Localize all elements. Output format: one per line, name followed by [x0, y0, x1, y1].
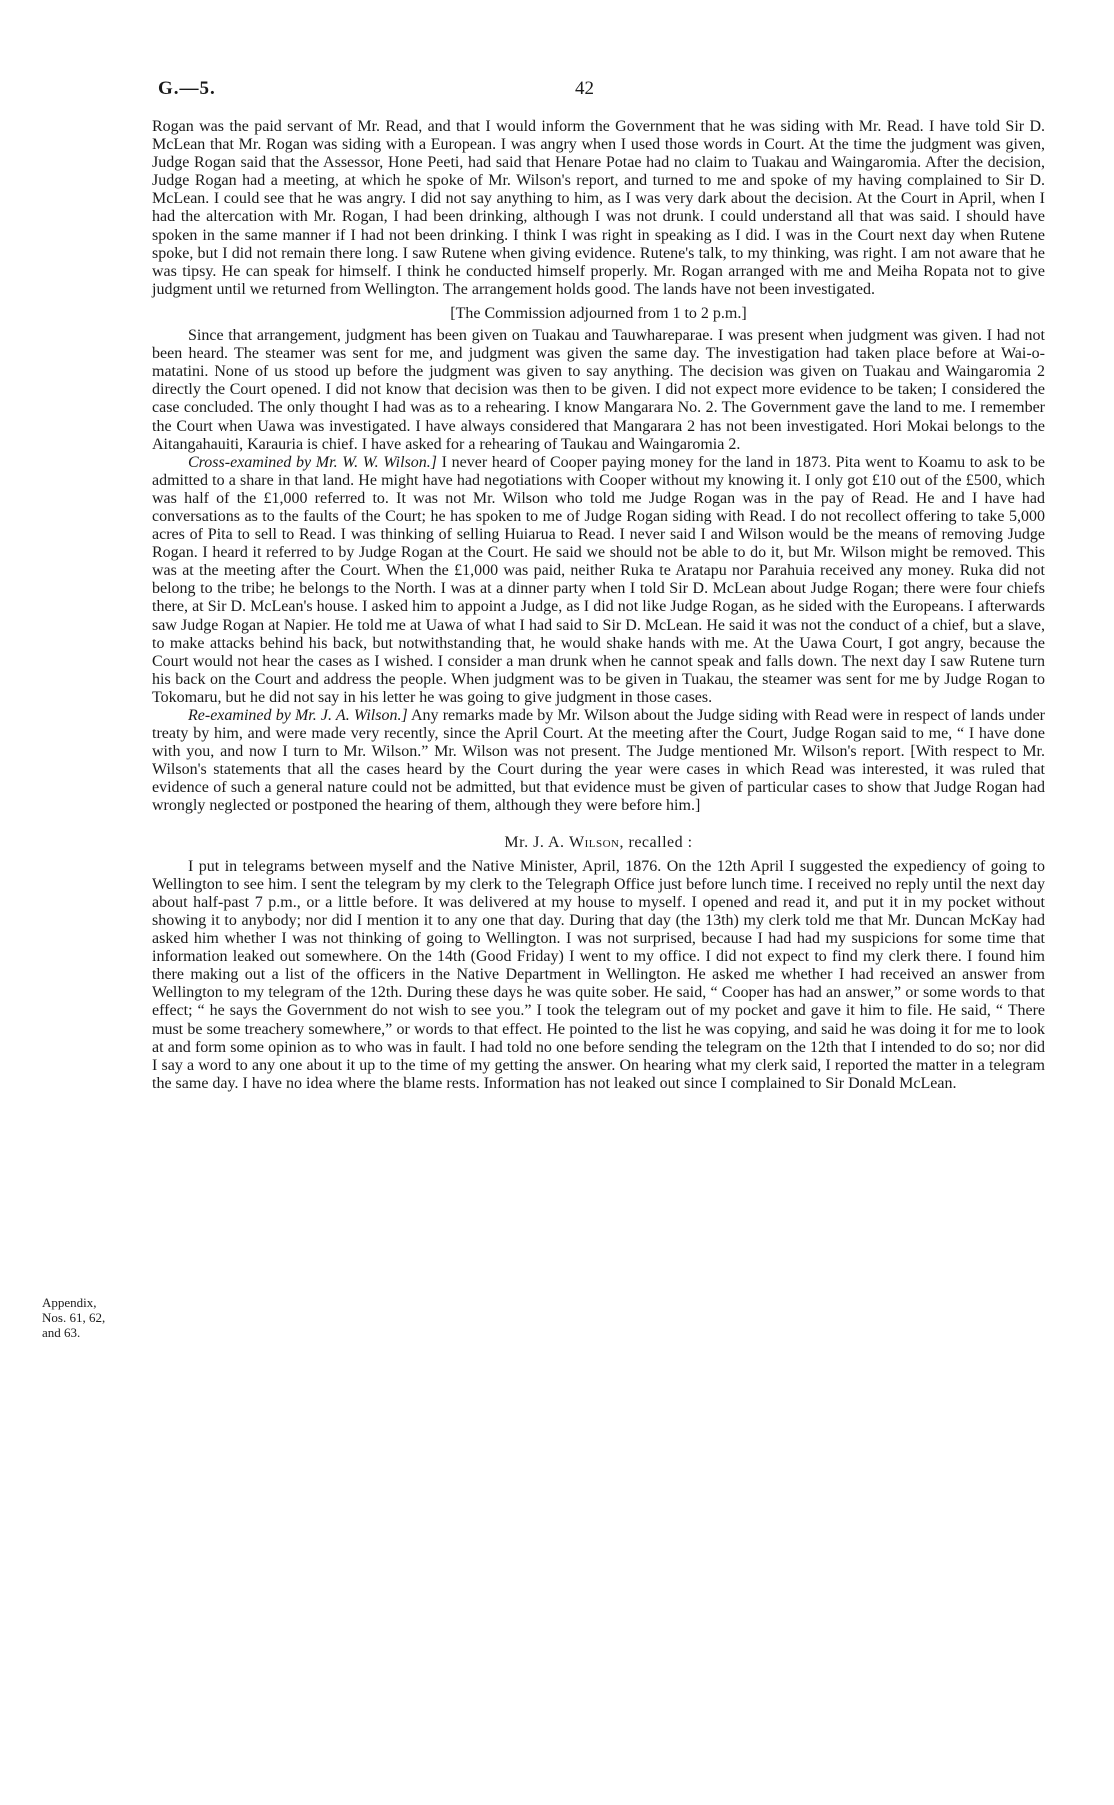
- paragraph-4-text: Any remarks made by Mr. Wilson about the Judge siding with Read were in respect of lands under treaty by him, and were made very recently, since the April Court. At the meeting after the Court, Judge Rogan said to me, “ I have done with you, and now I turn to Mr. Wilson.” Mr. Wilson was not present. The Judge mentioned Mr. Wilson's report. [With respect to Mr. Wilson's statements that all the cases heard by the Court during the year were cases in which Read was interested, it was ruled that evidence of such a general nature could not be admitted, but that evidence must be given of particular cases to show that Judge Rogan had wrongly neglected or postponed the hearing of them, although they were before him.]: [152, 707, 1046, 815]
- paragraph-3: [152, 454, 1045, 707]
- page-header: [0, 78, 1114, 104]
- margin-note-line-2: Nos. 61, 62,: [42, 1310, 106, 1325]
- margin-note: [42, 1295, 137, 1340]
- re-examination-lead: Re-examined by Mr. J. A. Wilson.]: [188, 707, 408, 724]
- body-text: [152, 118, 1045, 1093]
- paragraph-5: I put in telegrams between myself and the Native Minister, April, 1876. On the 12th April I suggested the expediency of going to Wellington to see him. I sent the telegram by my clerk to the Telegraph Office just before lunch time. I received no reply until the next day about half-past 7 p.m., or a little before. It was delivered at my house to myself. I opened and read it, and put it in my pocket without showing it to anybody; nor did I mention it to any one that day. During that day (the 13th) my clerk told me that Mr. Duncan McKay had asked him whether I was not thinking of going to Wellington. I was not surprised, because I had had my suspicions for some time that information leaked out somewhere. On the 14th (Good Friday) I went to my office. I did not expect to find my clerk there. I found him there making out a list of the officers in the Native Department in Wellington. He asked me whether I had received an answer from Wellington to my telegram of the 12th. During these days he was quite sober. He said, “ Cooper has had an answer,” or some words to that effect; “ he says the Government do not wish to see you.” I took the telegram out of my pocket and gave it him to file. He said, “ There must be some treachery somewhere,” or words to that effect. He pointed to the list he was copying, and said he was doing it for me to look at and form some opinion as to who was in fault. I had told no one before sending the telegram on the 12th that I intended to do so; nor did I say a word to any one about it up to the time of my getting the answer. On hearing what my clerk said, I reported the matter in a telegram the same day. I have no idea where the blame rests. Information has not leaked out since I complained to Sir Donald McLean.: [152, 857, 1045, 1092]
- margin-note-line-3: and 63.: [42, 1325, 81, 1340]
- page-number: 42: [575, 78, 594, 99]
- paragraph-1: Rogan was the paid servant of Mr. Read, and that I would inform the Government that he was siding with Mr. Read. I have told Sir D. McLean that Mr. Rogan was siding with a European. I was angry when I used those words in Court. At the time the judgment was given, Judge Rogan said that the Assessor, Hone Peeti, had said that Henare Potae had no claim to Tuakau and Waingaromia. After the decision, Judge Rogan had a meeting, at which he spoke of Mr. Wilson's report, and turned to me and spoke of my having complained to Sir D. McLean. I could see that he was angry. I did not say anything to him, as I was very dark about the decision. At the Court in April, when I had the altercation with Mr. Rogan, I had been drinking, although I was not drunk. I could understand all that was said. I should have spoken in the same manner if I had not been drinking. I think I was right in speaking as I did. I was in the Court next day when Rutene spoke, but I did not remain there long. I saw Rutene when giving evidence. Rutene's talk, to my thinking, was right. I am not aware that he was tipsy. He can speak for himself. I think he conducted himself properly. Mr. Rogan arranged with me and Meiha Ropata not to give judgment until we returned from Wellington. The arrangement holds good. The lands have not been investigated.: [152, 118, 1045, 298]
- paragraph-2: Since that arrangement, judgment has been given on Tuakau and Tauwhareparae. I was present when judgment was given. I had not been heard. The steamer was sent for me, and judgment was given the same day. The investigation had taken place before at Wai-o-matatini. None of us stood up before the judgment was given to say anything. The decision was given on Tuakau and Waingaromia 2 directly the Court opened. I did not know that decision was then to be given. I did not expect more evidence to be taken; I considered the case concluded. The only thought I had was as to a rehearing. I know Mangarara No. 2. The Government gave the land to me. I remember the Court when Uawa was investigated. I have always considered that Mangarara 2 has not been investigated. Hori Mokai belongs to the Aitangahauiti, Karauria is chief. I have asked for a rehearing of Taukau and Waingaromia 2.: [152, 327, 1045, 453]
- paragraph-3-text: I never heard of Cooper paying money for the land in 1873. Pita went to Koamu to ask to be admitted to a share in that land. He might have had negotiations with Cooper without my knowing it. I only got £10 out of the £500, which was half of the £1,000 referred to. It was not Mr. Wilson who told me Judge Rogan was in the pay of Read. He and I have had conversations as to the faults of the Court; he has spoken to me of Judge Rogan siding with Read. I do not recollect offering to take 5,000 acres of Pita to sell to Read. I was thinking of selling Huiarua to Read. I never said I and Wilson would be the means of removing Judge Rogan. I heard it referred to by Judge Rogan at the Court. He said we should not be able to do it, but Mr. Wilson might be removed. This was at the meeting after the Court. When the £1,000 was paid, neither Ruka te Aratapu nor Parahuia received any money. Ruka did not belong to the tribe; he belongs to the North. I was at a dinner party when I told Sir D. McLean about Judge Rogan; there were four chiefs there, at Sir D. McLean's house. I asked him to appoint a Judge, as I did not like Judge Rogan, as he sided with the Europeans. I afterwards saw Judge Rogan at Napier. He told me at Uawa of what I had said to Sir D. McLean. He said it was not the conduct of a chief, but a slave, to make attacks behind his back, but notwithstanding that, he would shake hands with me. At the Uawa Court, I got angry, because the Court would not hear the cases as I wished. I consider a man drunk when he cannot speak and falls down. The next day I saw Rutene turn his back on the Court and address the people. When judgment was to be given in Tuakau, the steamer was sent for me by Judge Rogan to Tokomaru, but he did not say in his letter he was going to give judgment in those cases.: [152, 453, 1045, 706]
- adjournment-note: [The Commission adjourned from 1 to 2 p.m.]: [450, 304, 747, 322]
- speaker-prefix: Mr. J. A.: [504, 833, 569, 851]
- cross-examination-lead: Cross-examined by Mr. W. W. Wilson.]: [188, 453, 438, 471]
- document-reference: G.—5.: [158, 78, 216, 99]
- speaker-heading: [152, 834, 1045, 852]
- speaker-name: Wilson: [569, 833, 620, 851]
- paragraph-4: [152, 707, 1045, 816]
- margin-note-line-1: Appendix,: [42, 1295, 97, 1310]
- speaker-suffix: , recalled :: [619, 833, 693, 851]
